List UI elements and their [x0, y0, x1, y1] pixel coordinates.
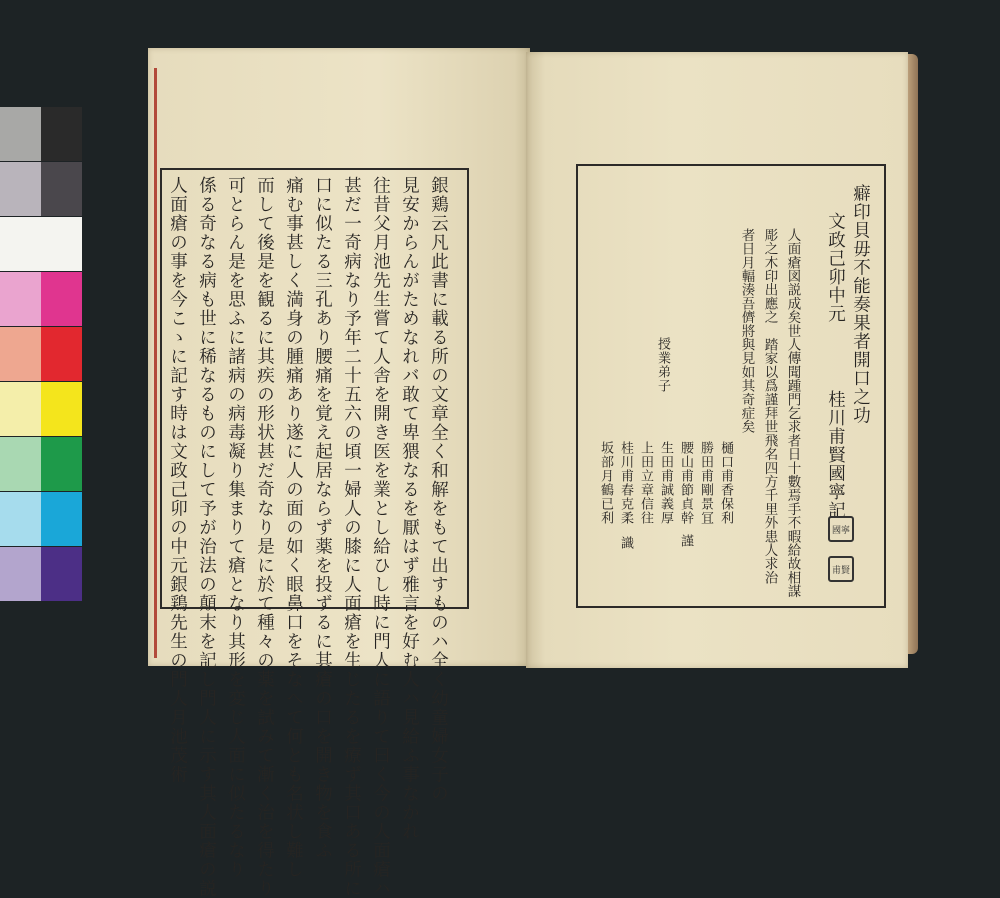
swatch-salmon: [0, 327, 41, 381]
swatch-lavender: [0, 547, 41, 601]
open-book: [142, 44, 918, 898]
swatch-red: [41, 327, 82, 381]
left-text-column-10: 人面瘡の事を今こゝに記す時は文政己卯の中元銀鶏先生の門人月池茂術: [167, 176, 188, 784]
shiki-label: 識: [618, 536, 633, 550]
swatch-magenta: [41, 272, 82, 326]
disciple-name-6: 桂川甫春克柔: [618, 441, 633, 525]
right-author-line: 桂川甫賢國寧記: [825, 390, 846, 520]
swatch-cream: [0, 382, 41, 436]
seal-1-text: 國寧: [831, 525, 850, 536]
disciple-name-5: 上田立章信往: [638, 441, 653, 525]
preface-line-1: 人面瘡図説成矣世人傳聞踵門乞求者日十數焉手不暇給故相謀: [784, 228, 801, 598]
left-text-column-9: 係る奇なる病も世に稀なるものにして予が治法の顛末を記し門人に示す其人面瘡の説: [196, 176, 217, 898]
left-text-column-2: 見安からんがためなれバ敢て卑猥なるを厭はず雅言を好む人ハ見給ふ事なかれ: [399, 176, 420, 841]
preface-line-3: 者日月輻湊吾儕將與見如其奇症矣: [738, 228, 755, 434]
seal-stamp-2: [828, 556, 854, 582]
color-calibration-chart: [0, 107, 84, 597]
binding-red-edge: [154, 68, 157, 658]
swatch-cyan: [41, 492, 82, 546]
disciple-name-7: 坂部月鶴已利: [598, 441, 613, 525]
right-date-line: 文政己卯中元: [825, 212, 846, 323]
disciple-name-1: 樋口甫香保利: [718, 441, 733, 525]
swatch-yellow: [41, 382, 82, 436]
seal-2-text: 甫賢: [831, 565, 850, 576]
swatch-dark-gray: [41, 162, 82, 216]
swatch-mint: [0, 437, 41, 491]
left-text-column-4: 甚だ一奇病なり予年二十五六の頃一婦人の膝に人面瘡を生じたるを療ず其口ある所に: [341, 176, 362, 898]
right-title-line: 癖印貝毋不能奏果者開口之功: [850, 184, 871, 425]
disciple-name-3: 腰山甫節貞幹: [678, 441, 693, 525]
left-text-column-7: 而して後是を観るに其疾の形状甚だ奇なり是に於て種々の薬を試みて漸く治を得たり: [254, 176, 275, 898]
swatch-light-cyan: [0, 492, 41, 546]
left-text-column-3: 往昔父月池先生嘗て人舎を開き医を業とし給ひし時に門人に語りて曰く今の人面瘡ハ: [370, 176, 391, 898]
preface-line-2: 彫之木印出應之 踏家以爲謹拜世飛名四方千里外患人求治: [761, 228, 778, 585]
ken-label: 謹: [678, 534, 693, 548]
disciple-name-4: 生田甫誠義厚: [658, 441, 673, 525]
swatch-white: [0, 217, 82, 271]
swatch-pink: [0, 272, 41, 326]
left-text-column-5: 口に似たる三孔あり腰痛を覚え起居ならず薬を投ずるに其瘡の口を開き物を食ふ: [312, 176, 333, 860]
swatch-gray-mid: [0, 162, 41, 216]
swatch-green: [41, 437, 82, 491]
swatch-black: [41, 107, 82, 161]
left-text-column-6: 痛む事甚しく満身の腫痛あり遂に人の面の如く眼鼻口をそなへて何とも名状し難し: [283, 176, 304, 879]
left-text-column-8: 可とらん是を思ふに諸病の病毒凝り集まりて瘡となり其形を変じ人面に似たるなり: [225, 176, 246, 879]
disciples-heading: 授業弟子: [655, 337, 670, 393]
disciple-name-2: 勝田甫剛景冝: [698, 441, 713, 525]
seal-stamp-1: [828, 516, 854, 542]
swatch-gray-light: [0, 107, 41, 161]
left-text-column-1: 銀鶏云凡此書に載る所の文章全く和解をもて出すものハ全く幼童婦女子の: [428, 176, 449, 803]
swatch-violet: [41, 547, 82, 601]
